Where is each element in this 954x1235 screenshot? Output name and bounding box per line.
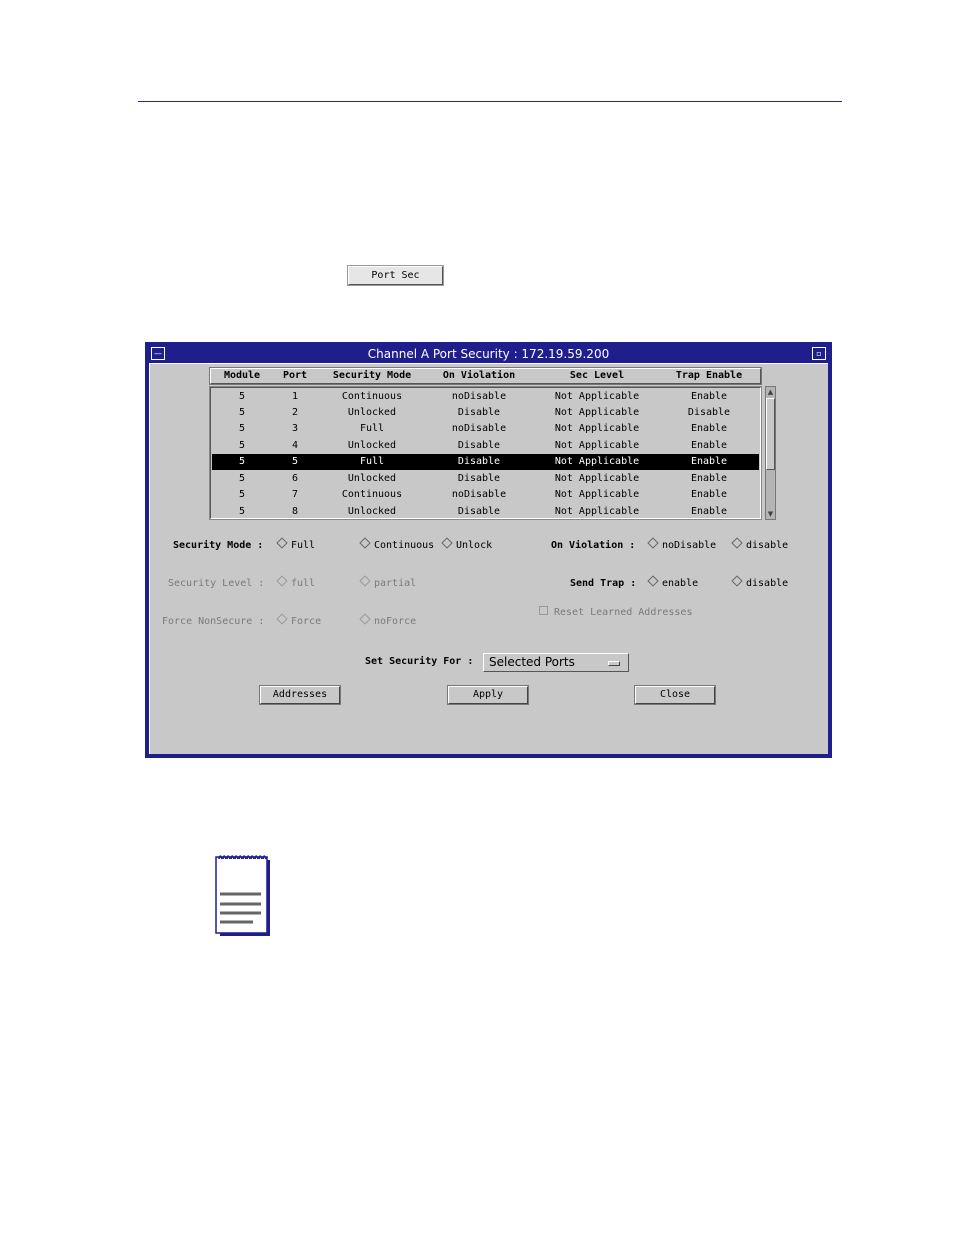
radio-label: partial <box>374 578 417 589</box>
table-scrollbar[interactable] <box>765 386 776 520</box>
header-rule <box>138 101 842 102</box>
on-violation-label: On Violation : <box>551 540 636 551</box>
radio-diamond-icon <box>359 575 370 586</box>
radio-diamond-icon <box>441 537 452 548</box>
cell-security-mode: Continuous <box>341 391 403 402</box>
col-header-module[interactable]: Module <box>223 370 261 381</box>
scroll-down-icon[interactable]: ▼ <box>767 510 774 518</box>
window-maximize-icon[interactable]: ▫ <box>812 347 826 360</box>
col-header-port[interactable]: Port <box>282 370 308 381</box>
radio-label: noForce <box>374 616 417 627</box>
window-title: Channel A Port Security : 172.19.59.200 <box>367 347 610 361</box>
security-level-partial-radio[interactable] <box>361 577 416 591</box>
security-level-full-radio[interactable] <box>278 577 315 591</box>
cell-security-mode: Full <box>359 456 385 467</box>
cell-sec-level: Not Applicable <box>554 473 640 484</box>
addresses-button[interactable]: Addresses <box>260 686 340 704</box>
radio-diamond-icon <box>359 537 370 548</box>
cell-port: 5 <box>291 456 299 467</box>
note-icon <box>215 853 271 937</box>
force-nonsecure-label: Force NonSecure : <box>162 616 265 627</box>
radio-label: Full <box>291 540 316 551</box>
cell-on-violation: Disable <box>457 440 501 451</box>
radio-label: full <box>291 578 316 589</box>
cell-port: 3 <box>291 423 299 434</box>
send-trap-disable-radio[interactable] <box>733 577 788 591</box>
radio-label: Force <box>291 616 322 627</box>
table-row[interactable] <box>212 389 759 405</box>
force-nonsecure-force-radio[interactable] <box>278 615 321 629</box>
radio-diamond-icon <box>276 613 287 624</box>
cell-module: 5 <box>238 407 246 418</box>
cell-trap-enable: Enable <box>690 423 728 434</box>
radio-diamond-icon <box>731 575 742 586</box>
cell-module: 5 <box>238 489 246 500</box>
window-client-area <box>149 363 828 754</box>
security-mode-full-radio[interactable] <box>278 539 315 553</box>
cell-sec-level: Not Applicable <box>554 489 640 500</box>
cell-port: 2 <box>291 407 299 418</box>
radio-diamond-icon <box>276 575 287 586</box>
radio-diamond-icon <box>731 537 742 548</box>
radio-label: disable <box>746 578 789 589</box>
cell-port: 6 <box>291 473 299 484</box>
cell-on-violation: noDisable <box>451 489 507 500</box>
cell-sec-level: Not Applicable <box>554 407 640 418</box>
scroll-thumb[interactable] <box>766 398 775 470</box>
security-mode-continuous-radio[interactable] <box>361 539 434 553</box>
table-row[interactable] <box>212 421 759 437</box>
radio-diamond-icon <box>276 537 287 548</box>
col-header-security-mode[interactable]: Security Mode <box>332 370 412 381</box>
port-table[interactable] <box>210 387 761 519</box>
checkbox-label: Reset Learned Addresses <box>554 607 693 618</box>
cell-trap-enable: Enable <box>690 440 728 451</box>
set-security-for-label: Set Security For : <box>365 656 474 667</box>
on-violation-nodisable-radio[interactable] <box>649 539 716 553</box>
col-header-trap-enable[interactable]: Trap Enable <box>675 370 743 381</box>
table-row[interactable] <box>212 471 759 487</box>
close-button[interactable]: Close <box>635 686 715 704</box>
send-trap-label: Send Trap : <box>570 578 637 589</box>
cell-trap-enable: Enable <box>690 489 728 500</box>
radio-label: Unlock <box>456 540 493 551</box>
set-security-for-dropdown[interactable] <box>483 653 629 672</box>
dropdown-value: Selected Ports <box>489 655 575 669</box>
col-header-sec-level[interactable]: Sec Level <box>569 370 625 381</box>
cell-security-mode: Unlocked <box>347 473 397 484</box>
table-row[interactable] <box>212 504 759 519</box>
cell-port: 1 <box>291 391 299 402</box>
cell-module: 5 <box>238 423 246 434</box>
cell-on-violation: noDisable <box>451 391 507 402</box>
cell-on-violation: Disable <box>457 407 501 418</box>
port-sec-button[interactable]: Port Sec <box>348 266 443 285</box>
cell-sec-level: Not Applicable <box>554 391 640 402</box>
cell-on-violation: Disable <box>457 456 501 467</box>
security-mode-unlock-radio[interactable] <box>443 539 492 553</box>
port-security-window <box>145 342 832 758</box>
cell-on-violation: Disable <box>457 473 501 484</box>
send-trap-enable-radio[interactable] <box>649 577 698 591</box>
radio-label: enable <box>662 578 699 589</box>
security-mode-label: Security Mode : <box>173 540 264 551</box>
cell-trap-enable: Enable <box>690 456 728 467</box>
title-bar[interactable] <box>149 346 828 362</box>
dropdown-indicator-icon <box>608 661 620 666</box>
reset-learned-addresses-checkbox[interactable] <box>539 606 692 620</box>
window-menu-icon[interactable]: — <box>151 347 165 360</box>
cell-port: 7 <box>291 489 299 500</box>
cell-module: 5 <box>238 473 246 484</box>
cell-on-violation: noDisable <box>451 423 507 434</box>
radio-diamond-icon <box>647 575 658 586</box>
table-row[interactable] <box>212 438 759 454</box>
radio-label: Continuous <box>374 540 435 551</box>
cell-sec-level: Not Applicable <box>554 440 640 451</box>
cell-trap-enable: Disable <box>687 407 731 418</box>
table-header <box>210 368 761 384</box>
cell-trap-enable: Enable <box>690 506 728 517</box>
cell-port: 8 <box>291 506 299 517</box>
cell-module: 5 <box>238 391 246 402</box>
cell-security-mode: Unlocked <box>347 506 397 517</box>
on-violation-disable-radio[interactable] <box>733 539 788 553</box>
cell-module: 5 <box>238 456 246 467</box>
cell-trap-enable: Enable <box>690 391 728 402</box>
cell-trap-enable: Enable <box>690 473 728 484</box>
cell-port: 4 <box>291 440 299 451</box>
cell-sec-level: Not Applicable <box>554 506 640 517</box>
radio-label: disable <box>746 540 789 551</box>
table-row-selected[interactable] <box>212 454 759 470</box>
checkbox-icon <box>539 606 548 615</box>
col-header-on-violation[interactable]: On Violation <box>442 370 516 381</box>
cell-security-mode: Full <box>359 423 385 434</box>
cell-security-mode: Unlocked <box>347 440 397 451</box>
radio-diamond-icon <box>647 537 658 548</box>
radio-diamond-icon <box>359 613 370 624</box>
security-level-label: Security Level : <box>168 578 265 589</box>
cell-security-mode: Unlocked <box>347 407 397 418</box>
cell-on-violation: Disable <box>457 506 501 517</box>
cell-sec-level: Not Applicable <box>554 423 640 434</box>
cell-module: 5 <box>238 440 246 451</box>
cell-module: 5 <box>238 506 246 517</box>
radio-label: noDisable <box>662 540 717 551</box>
cell-sec-level: Not Applicable <box>554 456 640 467</box>
cell-security-mode: Continuous <box>341 489 403 500</box>
force-nonsecure-noforce-radio[interactable] <box>361 615 416 629</box>
scroll-up-icon[interactable]: ▲ <box>767 388 774 396</box>
table-row[interactable] <box>212 487 759 503</box>
header-row <box>212 369 759 385</box>
apply-button[interactable]: Apply <box>448 686 528 704</box>
table-row[interactable] <box>212 405 759 421</box>
